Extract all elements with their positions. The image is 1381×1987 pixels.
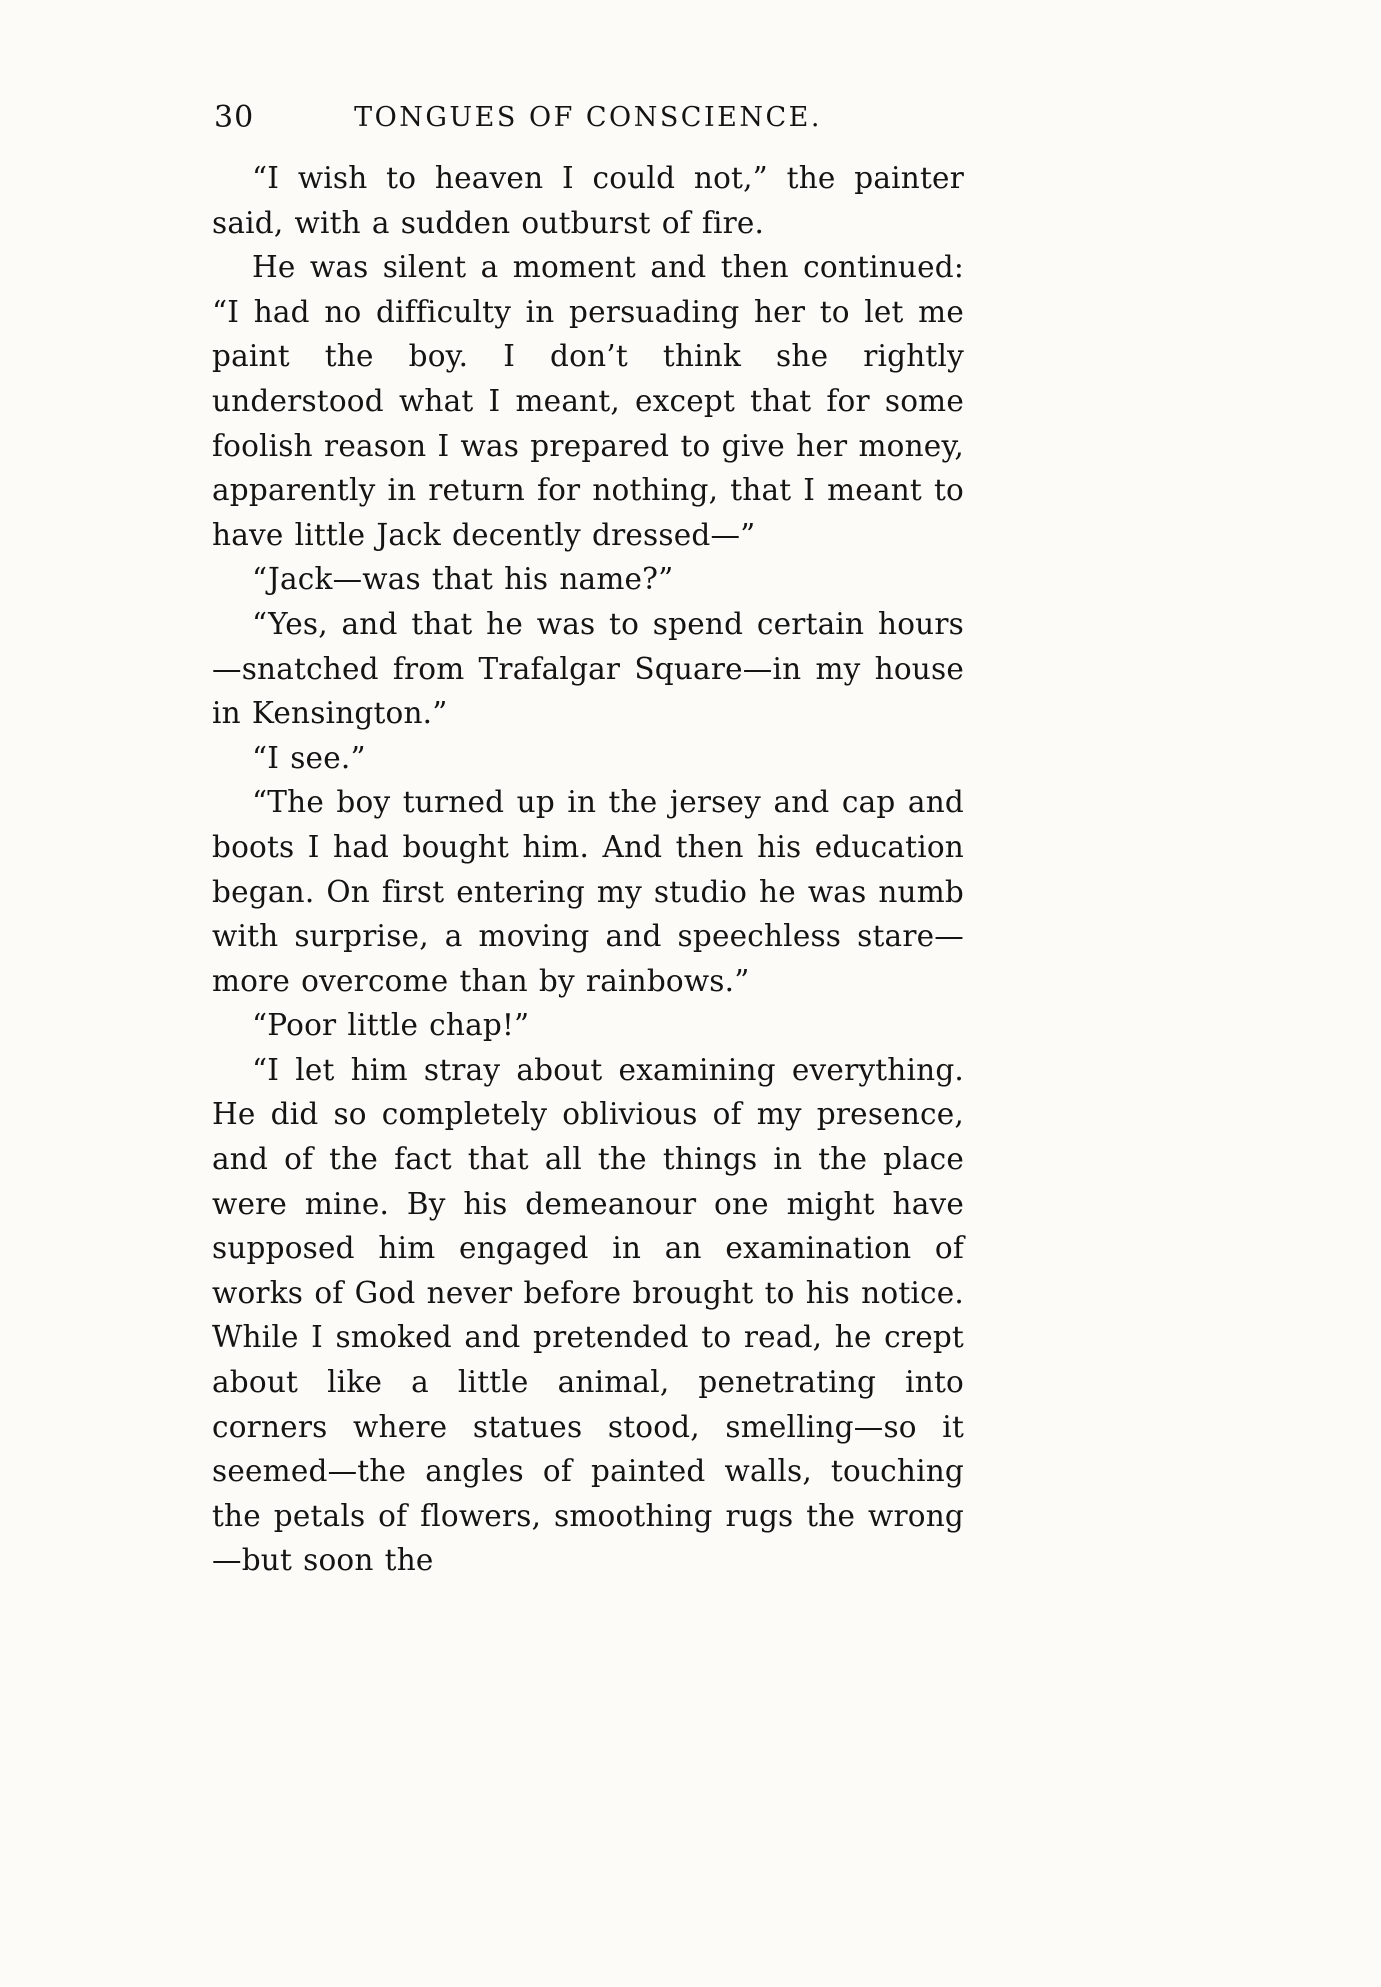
page-header [212,96,964,142]
paragraph: “I let him stray about examining everything. He did so completely oblivious of my presence, and of the fact that all the things in the place were mine. By his demeanour one might have supposed him engaged in an examination of works of God never before brought to his notice. While I smoked and pretended to read, he crept about like a little animal, penetrating into corners where statues stood, smelling—so it seemed—the angles of painted walls, touching the petals of flowers, smoothing rugs the wrong—but soon the [212,1052,964,1578]
page-number: 30 [214,100,255,135]
book-page [212,96,964,1583]
running-title: TONGUES OF CONSCIENCE. [354,102,822,133]
paragraph: “I wish to heaven I could not,” the painter said, with a sudden outburst of fire. [212,161,964,240]
paragraph: “The boy turned up in the jersey and cap and boots I had bought him. And then his education began. On first entering my studio he was numb with surprise, a moving and speechless stare—more overcome than by rainbows.” [212,785,964,998]
paragraph: “Jack—was that his name?” [252,562,674,597]
paragraph: “I see.” [252,740,366,775]
paragraph: He was silent a moment and then continued: “I had no difficulty in persuading her to let me paint the boy. I don’t think she rightly understood what I meant, except that for some foolish reason I was prepared to give her money, apparently in return for nothing, that I meant to have little Jack decently dressed—” [212,250,964,552]
paragraph: “Poor little chap!” [252,1008,530,1043]
page-body-text [212,156,964,1583]
paragraph: “Yes, and that he was to spend certain hours—snatched from Trafalgar Square—in my house in Kensington.” [212,606,964,731]
